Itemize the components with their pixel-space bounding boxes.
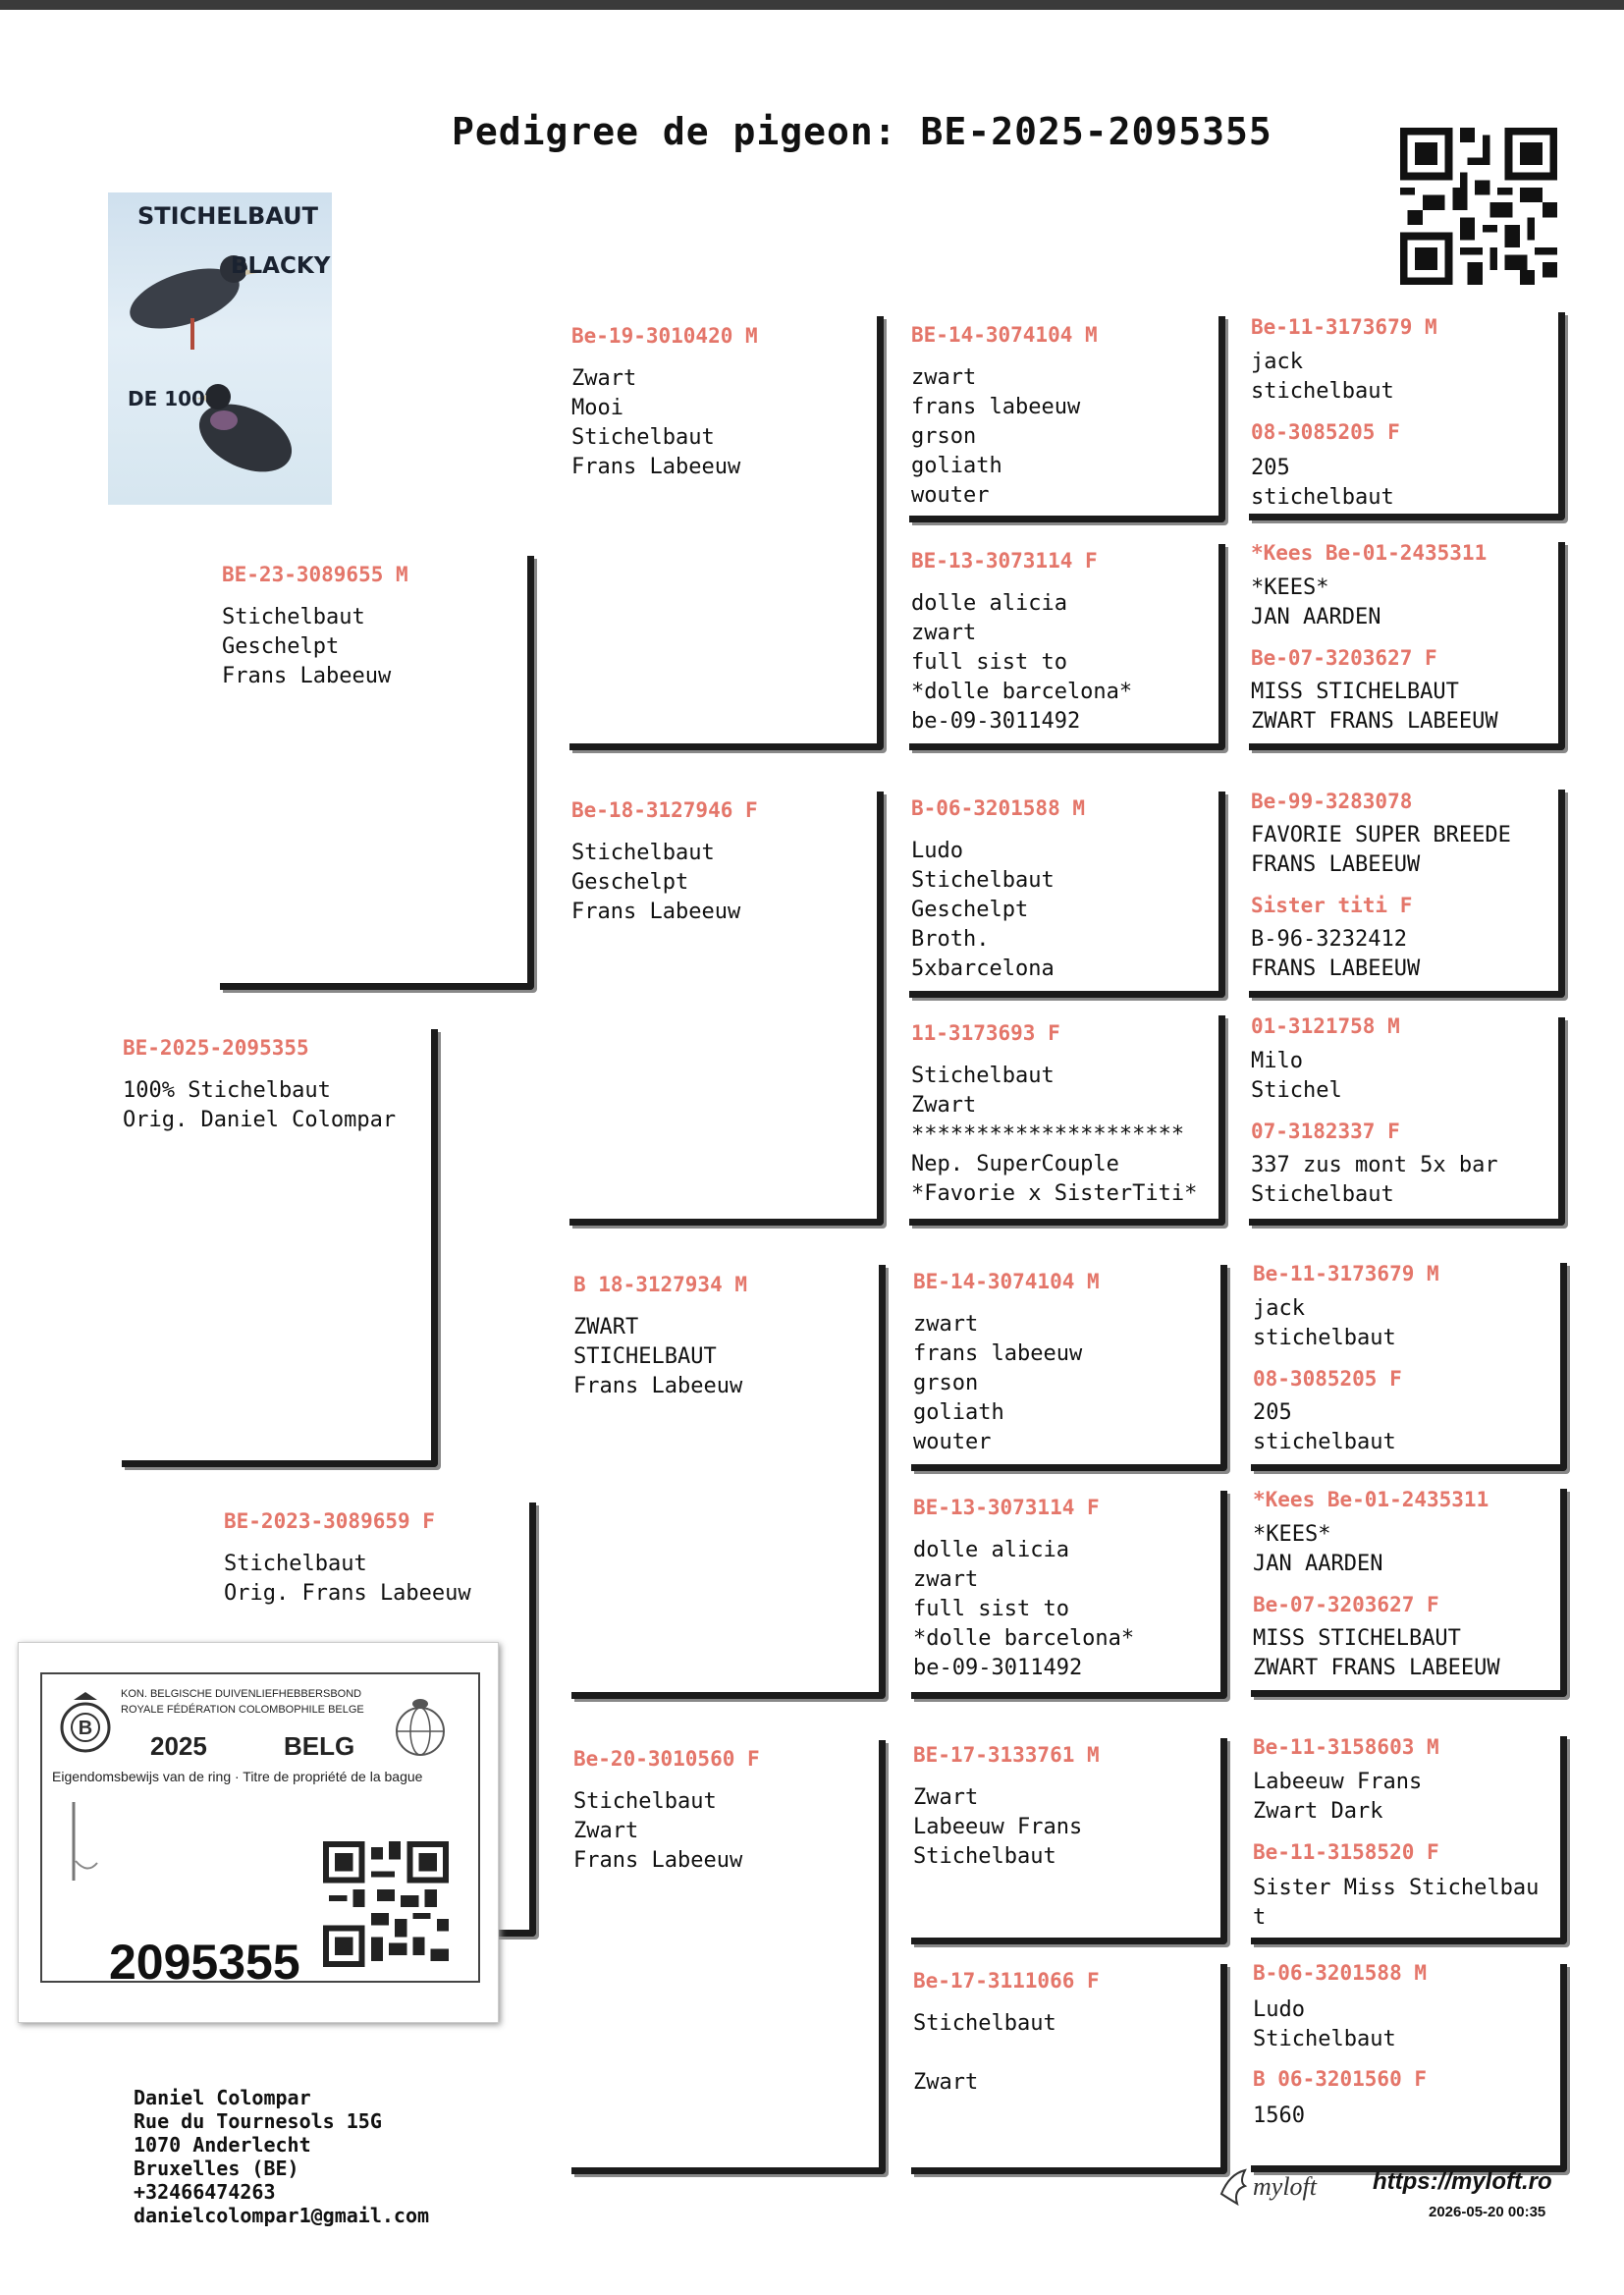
card-caption: Eigendomsbewijs van de ring · Titre de propriété de la bague bbox=[52, 1769, 423, 1784]
sire-line: Stichelbaut bbox=[222, 605, 365, 629]
grandparent-line: Frans Labeeuw bbox=[571, 900, 741, 924]
sire-ring: BE-23-3089655 M bbox=[222, 563, 408, 586]
gen4-ring: Be-17-3111066 F bbox=[913, 1969, 1100, 1993]
owner-name: Daniel Colompar bbox=[134, 2086, 311, 2109]
sire-line: Geschelpt bbox=[222, 634, 340, 659]
dam-line: Stichelbaut bbox=[224, 1552, 367, 1576]
gen4-line: frans labeeuw bbox=[913, 1341, 1083, 1366]
card-org-nl: KON. BELGISCHE DUIVENLIEFHEBBERSBOND bbox=[121, 1688, 362, 1700]
qr-code-top bbox=[1400, 128, 1557, 285]
photo-caption-name: BLACKY bbox=[231, 253, 331, 279]
grandparent-ring: Be-20-3010560 F bbox=[573, 1747, 760, 1771]
owner-street: Rue du Tournesols 15G bbox=[134, 2109, 382, 2133]
grandparent-line: Stichelbaut bbox=[571, 425, 715, 450]
gen5-line: ZWART FRANS LABEEUW bbox=[1251, 709, 1498, 734]
gen5-line: 1560 bbox=[1253, 2104, 1305, 2128]
scan-edge bbox=[0, 0, 1624, 10]
federation-logo-icon bbox=[56, 1690, 115, 1755]
gen5-line: JAN AARDEN bbox=[1253, 1552, 1383, 1576]
globe-logo-icon bbox=[376, 1694, 464, 1757]
gen4-line: goliath bbox=[911, 454, 1002, 478]
gen5-line: Labeeuw Frans bbox=[1253, 1770, 1423, 1794]
gen4-line: zwart bbox=[913, 1312, 979, 1337]
gen4-line: Stichelbaut bbox=[913, 2011, 1056, 2036]
sire-line: Frans Labeeuw bbox=[222, 664, 392, 688]
photo-caption-loft: STICHELBAUT bbox=[137, 202, 318, 230]
ring-illustration bbox=[64, 1802, 103, 1890]
page-title: Pedigree de pigeon: BE-2025-2095355 bbox=[452, 110, 1272, 153]
gen5-ring: Be-07-3203627 F bbox=[1251, 646, 1437, 670]
gen5-line: Stichelbaut bbox=[1251, 1182, 1394, 1207]
gen4-line: grson bbox=[913, 1371, 979, 1395]
gen5-line: jack bbox=[1253, 1296, 1305, 1321]
subject-line: 100% Stichelbaut bbox=[123, 1078, 331, 1103]
gen4-line: Ludo bbox=[911, 839, 963, 863]
gen4-ring: B-06-3201588 M bbox=[911, 796, 1086, 820]
gen4-line: Stichelbaut bbox=[911, 868, 1055, 893]
gen5-ring: 08-3085205 F bbox=[1251, 420, 1400, 444]
gen4-line: be-09-3011492 bbox=[913, 1656, 1083, 1680]
gen5-line: stichelbaut bbox=[1251, 485, 1394, 510]
grandparent-line: Zwart bbox=[571, 366, 637, 391]
qr-code-card bbox=[323, 1841, 449, 1967]
gen5-line: FRANS LABEEUW bbox=[1251, 956, 1421, 981]
gen5-ring: *Kees Be-01-2435311 bbox=[1251, 541, 1488, 565]
pigeon-illustration bbox=[108, 192, 332, 505]
card-org-fr: ROYALE FÉDÉRATION COLOMBOPHILE BELGE bbox=[121, 1704, 364, 1716]
gen4-line: be-09-3011492 bbox=[911, 709, 1081, 734]
gen4-line: grson bbox=[911, 424, 977, 449]
gen5-line: Milo bbox=[1251, 1049, 1303, 1073]
subject-line: Orig. Daniel Colompar bbox=[123, 1108, 397, 1132]
ring-ownership-card bbox=[18, 1642, 499, 2023]
gen5-line: Sister Miss Stichelbau bbox=[1253, 1876, 1540, 1900]
gen5-line: *KEES* bbox=[1253, 1522, 1331, 1547]
pigeon-logo-icon bbox=[1216, 2164, 1255, 2208]
grandparent-ring: B 18-3127934 M bbox=[573, 1273, 748, 1296]
owner-address bbox=[134, 2086, 429, 2227]
gen5-ring: 01-3121758 M bbox=[1251, 1014, 1400, 1038]
gen5-line: Zwart Dark bbox=[1253, 1799, 1383, 1824]
subject-ring: BE-2025-2095355 bbox=[123, 1036, 309, 1060]
gen5-ring: *Kees Be-01-2435311 bbox=[1253, 1488, 1489, 1511]
grandparent-line: STICHELBAUT bbox=[573, 1344, 717, 1369]
grandparent-line: Frans Labeeuw bbox=[571, 455, 741, 479]
gen4-ring: BE-13-3073114 F bbox=[913, 1496, 1100, 1519]
gen4-line: ********************* bbox=[911, 1122, 1185, 1147]
gen5-line: stichelbaut bbox=[1253, 1430, 1396, 1454]
gen4-line: wouter bbox=[913, 1430, 992, 1454]
gen5-ring: Be-11-3173679 M bbox=[1251, 315, 1437, 339]
gen4-line: Zwart bbox=[913, 1785, 979, 1810]
gen4-ring: 11-3173693 F bbox=[911, 1021, 1060, 1045]
gen5-ring: B 06-3201560 F bbox=[1253, 2067, 1428, 2091]
grandparent-line: Frans Labeeuw bbox=[573, 1848, 743, 1873]
card-ring-number: 2095355 bbox=[109, 1935, 300, 1990]
gen4-line: zwart bbox=[911, 621, 977, 645]
gen4-line: zwart bbox=[911, 365, 977, 390]
gen5-line: Stichelbaut bbox=[1253, 2027, 1396, 2051]
dam-line: Orig. Frans Labeeuw bbox=[224, 1581, 471, 1606]
gen5-ring: 08-3085205 F bbox=[1253, 1367, 1402, 1391]
gen5-line: MISS STICHELBAUT bbox=[1251, 680, 1459, 704]
gen5-line: 205 bbox=[1253, 1400, 1292, 1425]
owner-email: danielcolompar1@gmail.com bbox=[134, 2204, 430, 2227]
gen4-line: Stichelbaut bbox=[913, 1844, 1056, 1869]
print-timestamp: 2026-05-20 00:35 bbox=[1429, 2204, 1546, 2220]
gen5-line: Ludo bbox=[1253, 1997, 1305, 2022]
gen4-ring: BE-17-3133761 M bbox=[913, 1743, 1100, 1767]
gen4-line: Nep. SuperCouple bbox=[911, 1152, 1119, 1176]
gen5-line: JAN AARDEN bbox=[1251, 605, 1381, 629]
gen4-line: Zwart bbox=[911, 1093, 977, 1118]
gen5-ring: Sister titi F bbox=[1251, 894, 1413, 917]
gen5-line: FRANS LABEEUW bbox=[1251, 852, 1421, 877]
grandparent-line: Frans Labeeuw bbox=[573, 1374, 743, 1398]
grandparent-line: ZWART bbox=[573, 1315, 639, 1339]
grandparent-ring: Be-18-3127946 F bbox=[571, 798, 758, 822]
myloft-url[interactable]: https://myloft.ro bbox=[1373, 2168, 1552, 2195]
pigeon-photo bbox=[108, 192, 332, 505]
gen5-line: FAVORIE SUPER BREEDE bbox=[1251, 823, 1511, 847]
gen4-line: dolle alicia bbox=[911, 591, 1067, 616]
gen4-line: Labeeuw Frans bbox=[913, 1815, 1083, 1839]
gen4-line: Stichelbaut bbox=[911, 1064, 1055, 1088]
gen5-line: *KEES* bbox=[1251, 575, 1329, 600]
gen5-ring: Be-11-3173679 M bbox=[1253, 1262, 1439, 1285]
grandparent-line: Zwart bbox=[573, 1819, 639, 1843]
gen5-line: 205 bbox=[1251, 456, 1290, 480]
myloft-brand: myloft bbox=[1253, 2172, 1317, 2201]
gen4-line: wouter bbox=[911, 483, 990, 508]
gen4-line: *dolle barcelona* bbox=[913, 1626, 1135, 1651]
gen5-line: 337 zus mont 5x bar bbox=[1251, 1153, 1498, 1177]
gen4-line: full sist to bbox=[913, 1597, 1069, 1621]
gen5-ring: 07-3182337 F bbox=[1251, 1120, 1400, 1143]
gen4-line: zwart bbox=[913, 1567, 979, 1592]
owner-city: 1070 Anderlecht bbox=[134, 2133, 311, 2157]
svg-text:B: B bbox=[78, 1718, 93, 1739]
gen4-line: frans labeeuw bbox=[911, 395, 1081, 419]
grandparent-line: Stichelbaut bbox=[571, 841, 715, 865]
gen5-line: stichelbaut bbox=[1251, 379, 1394, 404]
grandparent-ring: Be-19-3010420 M bbox=[571, 324, 758, 348]
gen5-ring: Be-11-3158520 F bbox=[1253, 1840, 1439, 1864]
owner-region: Bruxelles (BE) bbox=[134, 2157, 299, 2180]
gen4-ring: BE-14-3074104 M bbox=[913, 1270, 1100, 1293]
gen5-ring: Be-99-3283078 bbox=[1251, 790, 1413, 813]
card-year: 2025 bbox=[150, 1731, 207, 1761]
gen4-line: 5xbarcelona bbox=[911, 956, 1055, 981]
gen4-line: full sist to bbox=[911, 650, 1067, 675]
gen4-line: Geschelpt bbox=[911, 898, 1029, 922]
grandparent-line: Stichelbaut bbox=[573, 1789, 717, 1814]
photo-caption-ring: DE 100 bbox=[128, 387, 205, 410]
gen4-line: *dolle barcelona* bbox=[911, 680, 1133, 704]
grandparent-line: Geschelpt bbox=[571, 870, 689, 895]
gen4-line: goliath bbox=[913, 1400, 1004, 1425]
gen4-ring: BE-14-3074104 M bbox=[911, 323, 1098, 347]
gen5-line: stichelbaut bbox=[1253, 1326, 1396, 1350]
grandparent-line: Mooi bbox=[571, 396, 623, 420]
gen4-line: Zwart bbox=[913, 2070, 979, 2095]
gen4-line: *Favorie x SisterTiti* bbox=[911, 1181, 1198, 1206]
gen5-ring: B-06-3201588 M bbox=[1253, 1961, 1428, 1985]
gen5-line: jack bbox=[1251, 350, 1303, 374]
owner-phone: +32466474263 bbox=[134, 2180, 276, 2204]
card-country: BELG bbox=[284, 1731, 355, 1761]
gen5-ring: Be-11-3158603 M bbox=[1253, 1735, 1439, 1759]
gen5-line: ZWART FRANS LABEEUW bbox=[1253, 1656, 1500, 1680]
dam-ring: BE-2023-3089659 F bbox=[224, 1509, 435, 1533]
gen5-line: t bbox=[1253, 1905, 1267, 1930]
gen5-ring: Be-07-3203627 F bbox=[1253, 1593, 1439, 1616]
gen4-ring: BE-13-3073114 F bbox=[911, 549, 1098, 573]
gen4-line: Broth. bbox=[911, 927, 990, 952]
gen5-line: MISS STICHELBAUT bbox=[1253, 1626, 1461, 1651]
gen5-line: Stichel bbox=[1251, 1078, 1342, 1103]
gen4-line: dolle alicia bbox=[913, 1538, 1069, 1562]
gen5-line: B-96-3232412 bbox=[1251, 927, 1407, 952]
